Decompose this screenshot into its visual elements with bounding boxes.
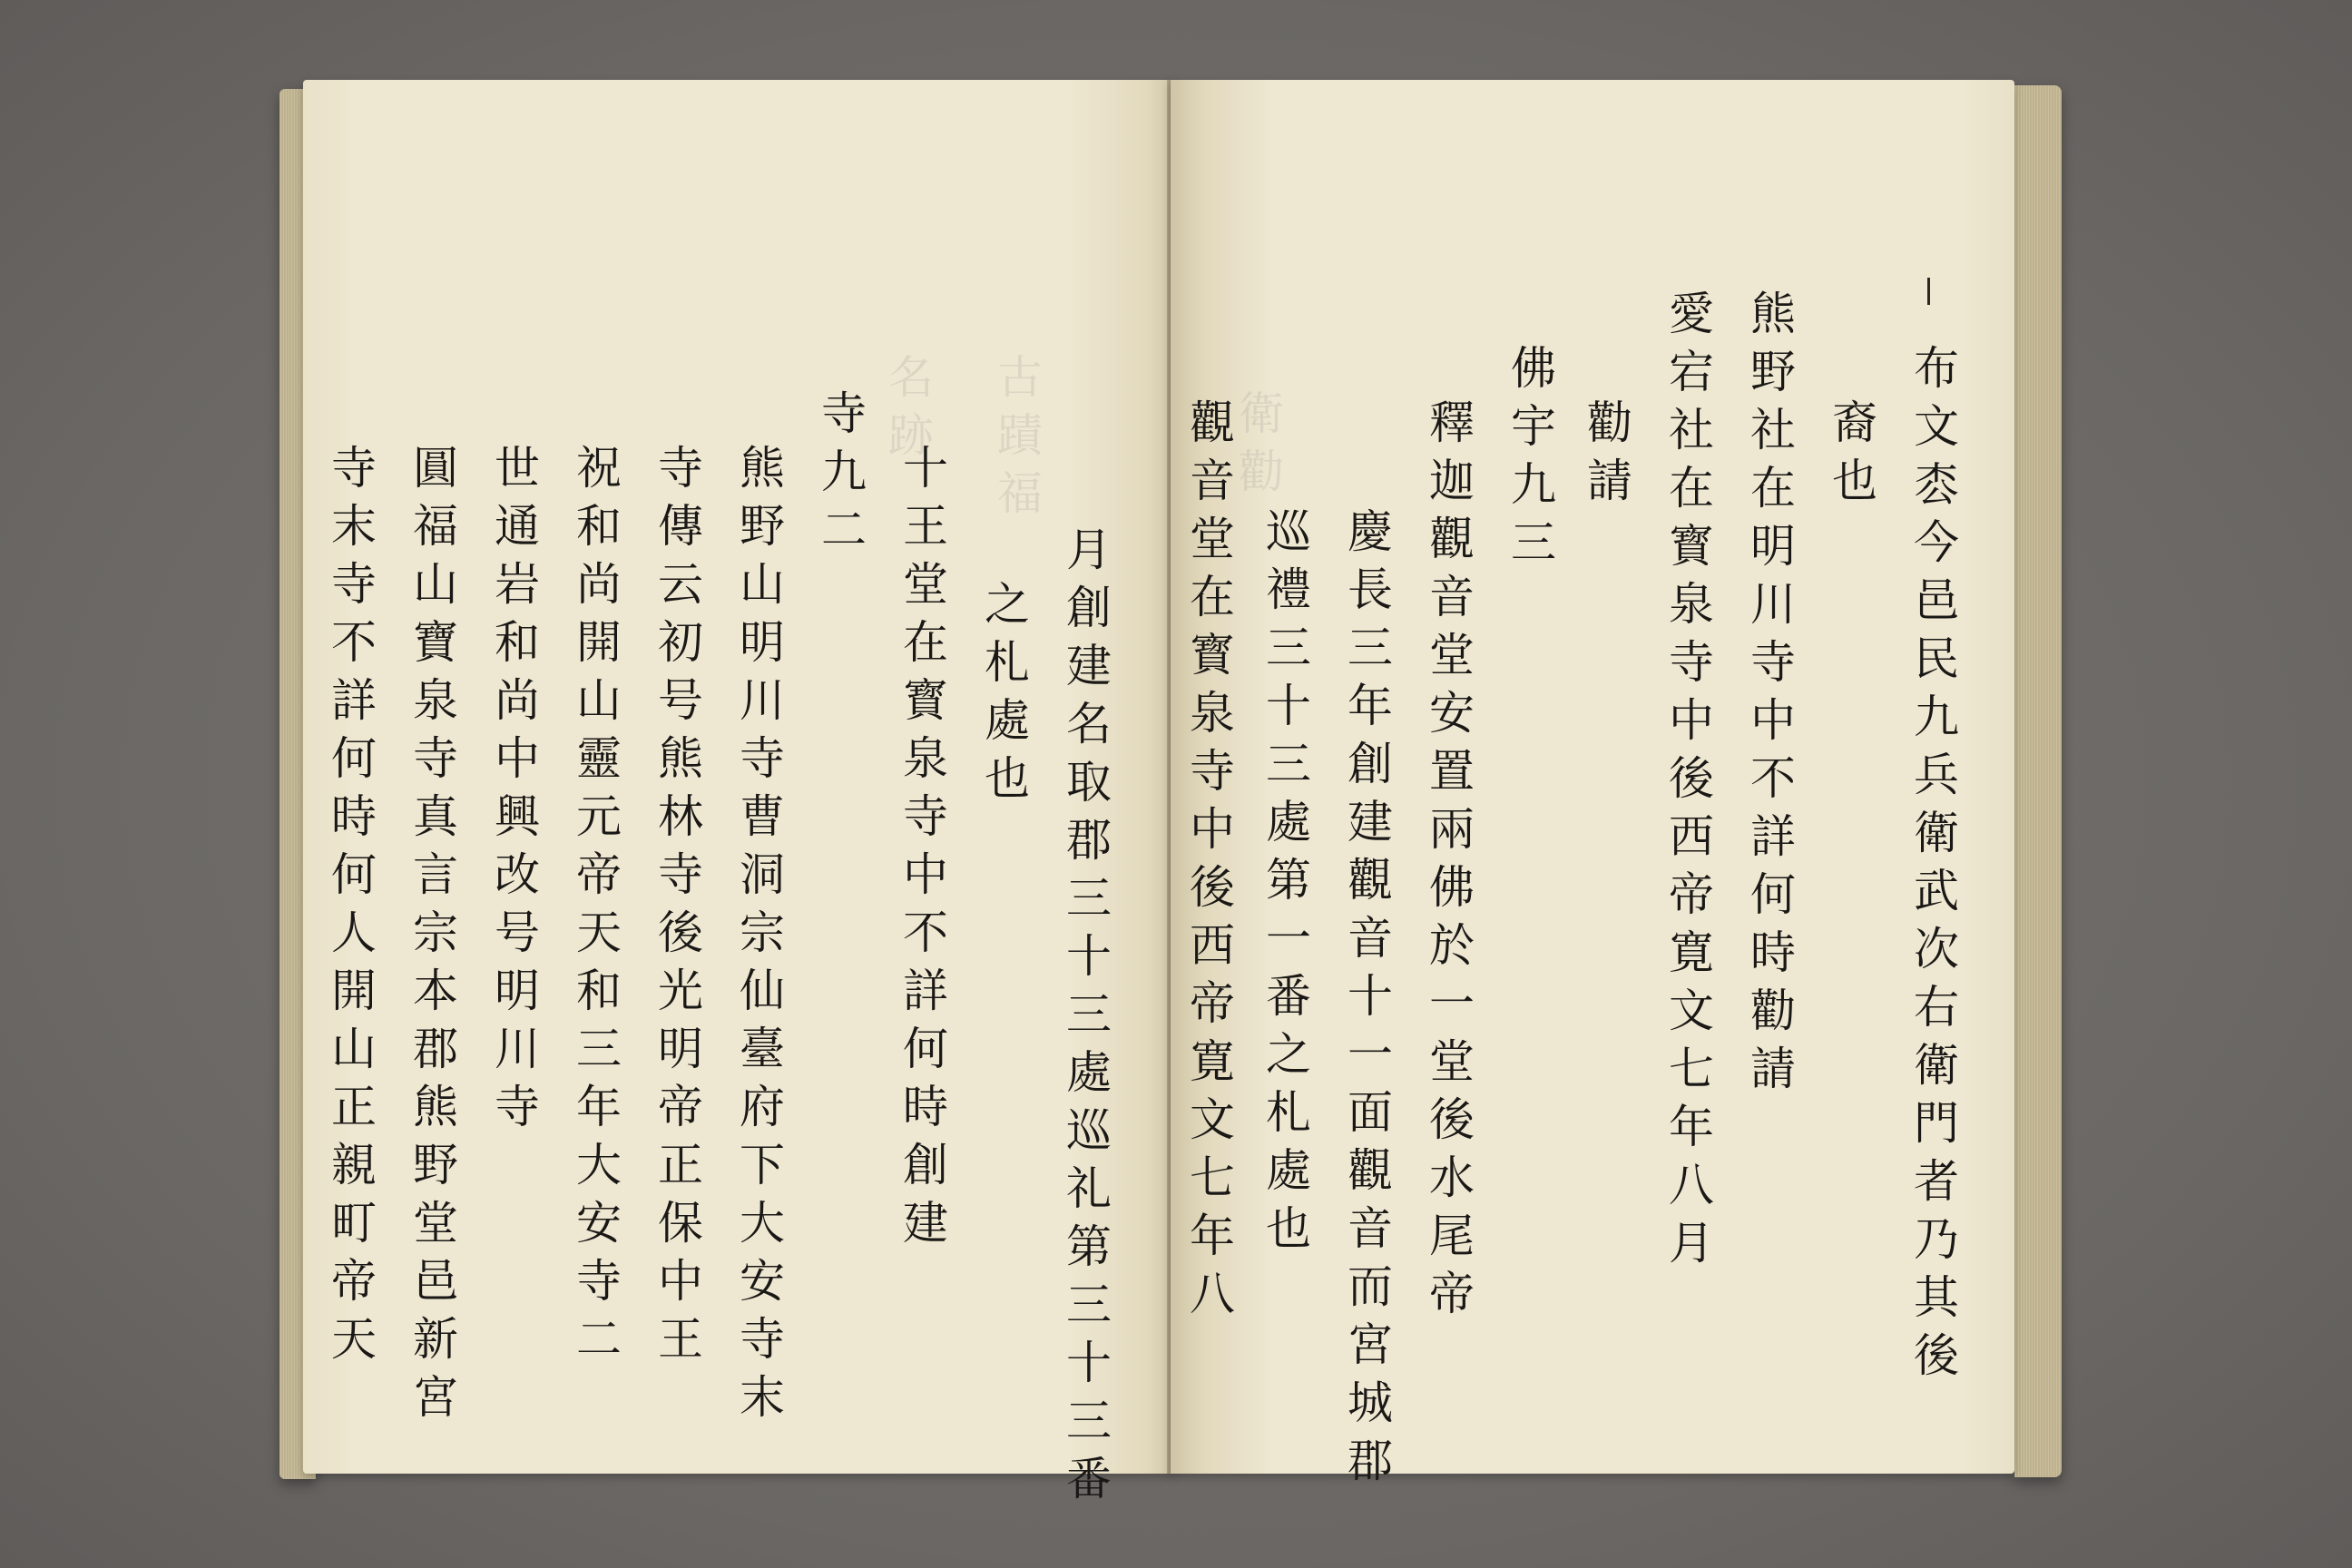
text-column — [980, 575, 1034, 808]
glyph: 時 — [331, 790, 377, 843]
glyph: 言 — [413, 848, 458, 901]
glyph: 親 — [331, 1139, 377, 1191]
glyph: 西 — [1669, 810, 1714, 863]
glyph: 札 — [985, 636, 1030, 689]
glyph: 文 — [1669, 985, 1714, 1037]
glyph: 初 — [658, 616, 703, 669]
glyph: 通 — [495, 500, 540, 553]
glyph: 泉 — [1190, 687, 1235, 740]
glyph: 山 — [740, 558, 785, 611]
glyph: 大 — [740, 1197, 785, 1250]
glyph: 帝 — [576, 848, 622, 901]
glyph: 寺 — [821, 387, 867, 440]
glyph: 處 — [1266, 796, 1311, 848]
glyph: 寺 — [413, 732, 458, 785]
glyph: 宮 — [413, 1371, 458, 1424]
glyph: 處 — [1266, 1144, 1311, 1197]
glyph: 十 — [903, 442, 948, 495]
glyph: 寺 — [1669, 636, 1714, 689]
glyph: 九 — [1511, 458, 1556, 511]
glyph: 音 — [1190, 455, 1235, 507]
glyph: 月 — [1669, 1217, 1714, 1269]
glyph: 觀 — [1190, 397, 1235, 449]
glyph: 迦 — [1429, 455, 1475, 507]
glyph: 何 — [1750, 868, 1796, 921]
glyph: 帝 — [1429, 1268, 1475, 1320]
glyph: 音 — [1429, 571, 1475, 623]
text-column — [408, 439, 463, 1426]
glyph: 次 — [1914, 923, 1959, 975]
glyph: 仙 — [740, 965, 785, 1017]
glyph: 枩 — [1914, 458, 1959, 511]
glyph: 也 — [1832, 455, 1877, 507]
glyph: 福 — [413, 500, 458, 553]
glyph: 請 — [1750, 1043, 1796, 1095]
glyph: 宮 — [1348, 1318, 1393, 1371]
glyph: 町 — [331, 1197, 377, 1250]
glyph: 巡 — [1066, 1104, 1112, 1157]
glyph: 巡 — [1266, 505, 1311, 558]
glyph: 也 — [1266, 1202, 1311, 1255]
open-book — [279, 73, 2062, 1505]
glyph: 明 — [495, 965, 540, 1017]
glyph: 世 — [495, 442, 540, 495]
glyph: 長 — [1348, 564, 1393, 616]
glyph: 宇 — [1511, 400, 1556, 453]
text-column — [735, 439, 789, 1426]
glyph: 光 — [658, 965, 703, 1017]
glyph: 保 — [658, 1197, 703, 1250]
glyph: 寛 — [1190, 1035, 1235, 1088]
glyph: 邑 — [413, 1255, 458, 1308]
glyph: 門 — [1914, 1097, 1959, 1150]
glyph: 創 — [1348, 738, 1393, 790]
glyph: 尚 — [495, 674, 540, 727]
glyph: 泉 — [903, 732, 948, 785]
glyph: 愛 — [1669, 288, 1714, 340]
glyph: 於 — [1429, 919, 1475, 972]
glyph: 十 — [1066, 930, 1112, 983]
glyph: 明 — [740, 616, 785, 669]
glyph: 宗 — [413, 906, 458, 959]
glyph: 川 — [740, 674, 785, 727]
glyph: 處 — [985, 694, 1030, 747]
glyph: 帝 — [658, 1081, 703, 1133]
glyph: 武 — [1914, 865, 1959, 917]
glyph: 乃 — [1914, 1213, 1959, 1266]
glyph: 十 — [1348, 970, 1393, 1023]
glyph: 寺 — [1190, 745, 1235, 798]
text-column — [1746, 285, 1800, 1098]
glyph: 後 — [1190, 861, 1235, 914]
glyph: 番 — [1066, 1453, 1112, 1505]
glyph: 改 — [495, 848, 540, 901]
glyph: 中 — [903, 848, 948, 901]
glyph: 創 — [1066, 582, 1112, 634]
glyph: 帝 — [1190, 977, 1235, 1030]
glyph: 一 — [1429, 977, 1475, 1030]
glyph: 何 — [331, 848, 377, 901]
glyph: 帝 — [1669, 868, 1714, 921]
glyph: 年 — [1190, 1210, 1235, 1262]
glyph: 觀 — [1348, 1144, 1393, 1197]
glyph: 創 — [903, 1139, 948, 1191]
glyph: 置 — [1429, 745, 1475, 798]
glyph: 民 — [1914, 632, 1959, 685]
glyph: 人 — [331, 906, 377, 959]
glyph: 熊 — [1750, 288, 1796, 340]
glyph: 堂 — [1190, 513, 1235, 565]
glyph: 開 — [576, 616, 622, 669]
glyph: 礼 — [1066, 1162, 1112, 1215]
glyph: 曹 — [740, 790, 785, 843]
glyph: 年 — [1348, 680, 1393, 732]
glyph: 洞 — [740, 848, 785, 901]
text-column — [1828, 394, 1882, 510]
glyph: 社 — [1669, 404, 1714, 456]
glyph: 臺 — [740, 1023, 785, 1075]
glyph: 觀 — [1429, 513, 1475, 565]
glyph: 後 — [1669, 752, 1714, 805]
glyph: 寺 — [576, 1255, 622, 1308]
glyph: 詳 — [903, 965, 948, 1017]
glyph: 十 — [1266, 680, 1311, 732]
glyph: 右 — [1914, 981, 1959, 1034]
glyph: 之 — [985, 578, 1030, 631]
glyph: 興 — [495, 790, 540, 843]
glyph: 寺 — [658, 442, 703, 495]
glyph: 裔 — [1832, 397, 1877, 449]
glyph: 寶 — [413, 616, 458, 669]
glyph: 号 — [658, 674, 703, 727]
bleed-through-text: 名 跡 — [888, 351, 934, 462]
glyph: 二 — [821, 504, 867, 556]
glyph: 番 — [1266, 970, 1311, 1023]
text-column — [572, 439, 626, 1368]
glyph: 堂 — [903, 558, 948, 611]
right-page-stack — [2014, 85, 2062, 1477]
glyph: 寺 — [740, 732, 785, 785]
glyph: 第 — [1066, 1220, 1112, 1273]
glyph: 熊 — [658, 732, 703, 785]
text-column — [327, 439, 381, 1368]
glyph: 末 — [740, 1371, 785, 1424]
left-page — [303, 80, 1174, 1505]
glyph: 社 — [1750, 404, 1796, 456]
glyph: 野 — [1750, 346, 1796, 398]
glyph: 札 — [1266, 1086, 1311, 1139]
glyph: 後 — [1914, 1329, 1959, 1382]
glyph: 寺 — [740, 1313, 785, 1366]
glyph: 寺 — [495, 1081, 540, 1133]
glyph: 郡 — [1066, 814, 1112, 867]
glyph: 宕 — [1669, 346, 1714, 398]
glyph: 文 — [1190, 1093, 1235, 1146]
text-column — [1583, 394, 1637, 510]
glyph: 十 — [1066, 1337, 1112, 1389]
glyph: 水 — [1429, 1152, 1475, 1204]
glyph: 大 — [576, 1139, 622, 1191]
glyph: 慶 — [1348, 505, 1393, 558]
glyph: 傳 — [658, 500, 703, 553]
glyph: 八 — [1669, 1159, 1714, 1211]
glyph: 何 — [903, 1023, 948, 1075]
glyph: 中 — [495, 732, 540, 785]
glyph: 和 — [576, 500, 622, 553]
glyph: 下 — [740, 1139, 785, 1191]
glyph: 帝 — [331, 1255, 377, 1308]
glyph: 月 — [1066, 524, 1112, 576]
glyph: 城 — [1348, 1377, 1393, 1429]
glyph: 堂 — [413, 1197, 458, 1250]
glyph: 在 — [1669, 462, 1714, 514]
glyph: 和 — [495, 616, 540, 669]
glyph: 兩 — [1429, 803, 1475, 856]
glyph: 三 — [1266, 622, 1311, 674]
glyph: 詳 — [331, 674, 377, 727]
glyph: 邑 — [1914, 574, 1959, 627]
glyph: 府 — [740, 1081, 785, 1133]
glyph: 中 — [658, 1255, 703, 1308]
text-column — [1425, 394, 1479, 1323]
glyph: 佛 — [1511, 342, 1556, 395]
glyph: 衛 — [1914, 1039, 1959, 1092]
glyph: 靈 — [576, 732, 622, 785]
glyph: 安 — [740, 1255, 785, 1308]
text-column — [1062, 521, 1116, 1508]
glyph: 九 — [821, 446, 867, 498]
glyph: 七 — [1190, 1152, 1235, 1204]
glyph: 安 — [1429, 687, 1475, 740]
glyph: 建 — [1348, 796, 1393, 848]
glyph: 王 — [903, 500, 948, 553]
glyph: 詳 — [1750, 810, 1796, 863]
glyph: 觀 — [1348, 854, 1393, 906]
glyph: 天 — [576, 906, 622, 959]
glyph: 禮 — [1266, 564, 1311, 616]
text-column — [1261, 503, 1316, 1258]
glyph: 九 — [1914, 691, 1959, 743]
glyph: 三 — [1066, 988, 1112, 1041]
glyph: 中 — [1750, 694, 1796, 747]
text-column — [1909, 339, 1964, 1385]
glyph: 處 — [1066, 1046, 1112, 1099]
glyph: 兵 — [1914, 749, 1959, 801]
text-column — [1343, 503, 1397, 1490]
glyph: 寺 — [331, 558, 377, 611]
glyph: 天 — [331, 1313, 377, 1366]
glyph: 明 — [1750, 520, 1796, 573]
glyph: 勸 — [1750, 985, 1796, 1037]
glyph: 後 — [1429, 1093, 1475, 1146]
glyph: 云 — [658, 558, 703, 611]
glyph: 不 — [903, 906, 948, 959]
glyph: 尾 — [1429, 1210, 1475, 1262]
glyph: 山 — [331, 1023, 377, 1075]
glyph: 和 — [576, 965, 622, 1017]
glyph: 在 — [1190, 571, 1235, 623]
glyph: 文 — [1914, 400, 1959, 453]
glyph: 音 — [1348, 912, 1393, 965]
glyph: 三 — [1511, 516, 1556, 569]
text-column — [1185, 394, 1240, 1323]
text-column — [653, 439, 708, 1368]
glyph: 年 — [1669, 1101, 1714, 1153]
glyph: 祝 — [576, 442, 622, 495]
glyph: 岩 — [495, 558, 540, 611]
glyph: 西 — [1190, 919, 1235, 972]
glyph: 泉 — [413, 674, 458, 727]
glyph: 建 — [903, 1197, 948, 1250]
glyph: 八 — [1190, 1268, 1235, 1320]
glyph: 安 — [576, 1197, 622, 1250]
glyph: 王 — [658, 1313, 703, 1366]
text-column — [898, 439, 953, 1252]
glyph: 三 — [1348, 622, 1393, 674]
glyph: 何 — [331, 732, 377, 785]
bleed-through-text: 古 蹟 福 — [997, 351, 1043, 520]
glyph: 寳 — [903, 674, 948, 727]
glyph: 林 — [658, 790, 703, 843]
glyph: 在 — [903, 616, 948, 669]
glyph: 郡 — [413, 1023, 458, 1075]
glyph: 中 — [1669, 694, 1714, 747]
glyph: 郡 — [1348, 1435, 1393, 1487]
glyph: 号 — [495, 906, 540, 959]
glyph: 請 — [1587, 455, 1632, 507]
glyph: 其 — [1914, 1271, 1959, 1324]
glyph: 尚 — [576, 558, 622, 611]
glyph: 時 — [903, 1081, 948, 1133]
glyph: 布 — [1914, 342, 1959, 395]
glyph: 山 — [576, 674, 622, 727]
glyph: 堂 — [1429, 1035, 1475, 1088]
glyph: 音 — [1348, 1202, 1393, 1255]
margin-mark — [1927, 278, 1930, 305]
glyph: 三 — [1266, 738, 1311, 790]
glyph: 三 — [576, 1023, 622, 1075]
glyph: 者 — [1914, 1155, 1959, 1208]
glyph: 第 — [1266, 854, 1311, 906]
glyph: 新 — [413, 1313, 458, 1366]
bleed-through-text: 衛 勸 — [1239, 387, 1284, 498]
glyph: 三 — [1066, 1279, 1112, 1331]
glyph: 山 — [413, 558, 458, 611]
glyph: 釋 — [1429, 397, 1475, 449]
glyph: 明 — [658, 1023, 703, 1075]
glyph: 七 — [1669, 1043, 1714, 1095]
glyph: 野 — [740, 500, 785, 553]
glyph: 時 — [1750, 926, 1796, 979]
glyph: 三 — [1066, 1395, 1112, 1447]
glyph: 二 — [576, 1313, 622, 1366]
glyph: 一 — [1266, 912, 1311, 965]
glyph: 不 — [331, 616, 377, 669]
text-column — [490, 439, 544, 1136]
glyph: 真 — [413, 790, 458, 843]
glyph: 野 — [413, 1139, 458, 1191]
glyph: 寺 — [331, 442, 377, 495]
glyph: 不 — [1750, 752, 1796, 805]
glyph: 寳 — [1669, 520, 1714, 573]
glyph: 之 — [1266, 1028, 1311, 1081]
glyph: 寺 — [903, 790, 948, 843]
glyph: 圓 — [413, 442, 458, 495]
glyph: 宗 — [740, 906, 785, 959]
glyph: 中 — [1190, 803, 1235, 856]
glyph: 面 — [1348, 1086, 1393, 1139]
glyph: 寳 — [1190, 629, 1235, 681]
glyph: 泉 — [1669, 578, 1714, 631]
glyph: 勸 — [1587, 397, 1632, 449]
glyph: 取 — [1066, 756, 1112, 808]
glyph: 年 — [576, 1081, 622, 1133]
glyph: 開 — [331, 965, 377, 1017]
glyph: 一 — [1348, 1028, 1393, 1081]
glyph: 後 — [658, 906, 703, 959]
glyph: 也 — [985, 752, 1030, 805]
glyph: 衛 — [1914, 807, 1959, 859]
text-column — [817, 385, 871, 559]
glyph: 寺 — [1750, 636, 1796, 689]
glyph: 在 — [1750, 462, 1796, 514]
glyph: 元 — [576, 790, 622, 843]
glyph: 建 — [1066, 640, 1112, 692]
glyph: 名 — [1066, 698, 1112, 750]
glyph: 川 — [1750, 578, 1796, 631]
text-column — [1664, 285, 1719, 1272]
glyph: 三 — [1066, 872, 1112, 925]
glyph: 正 — [658, 1139, 703, 1191]
glyph: 本 — [413, 965, 458, 1017]
glyph: 而 — [1348, 1260, 1393, 1313]
glyph: 熊 — [740, 442, 785, 495]
glyph: 正 — [331, 1081, 377, 1133]
glyph: 末 — [331, 500, 377, 553]
text-column — [1506, 339, 1561, 572]
glyph: 堂 — [1429, 629, 1475, 681]
glyph: 今 — [1914, 516, 1959, 569]
right-page — [1171, 80, 2014, 1487]
glyph: 寛 — [1669, 926, 1714, 979]
glyph: 寺 — [658, 848, 703, 901]
glyph: 熊 — [413, 1081, 458, 1133]
glyph: 川 — [495, 1023, 540, 1075]
glyph: 佛 — [1429, 861, 1475, 914]
